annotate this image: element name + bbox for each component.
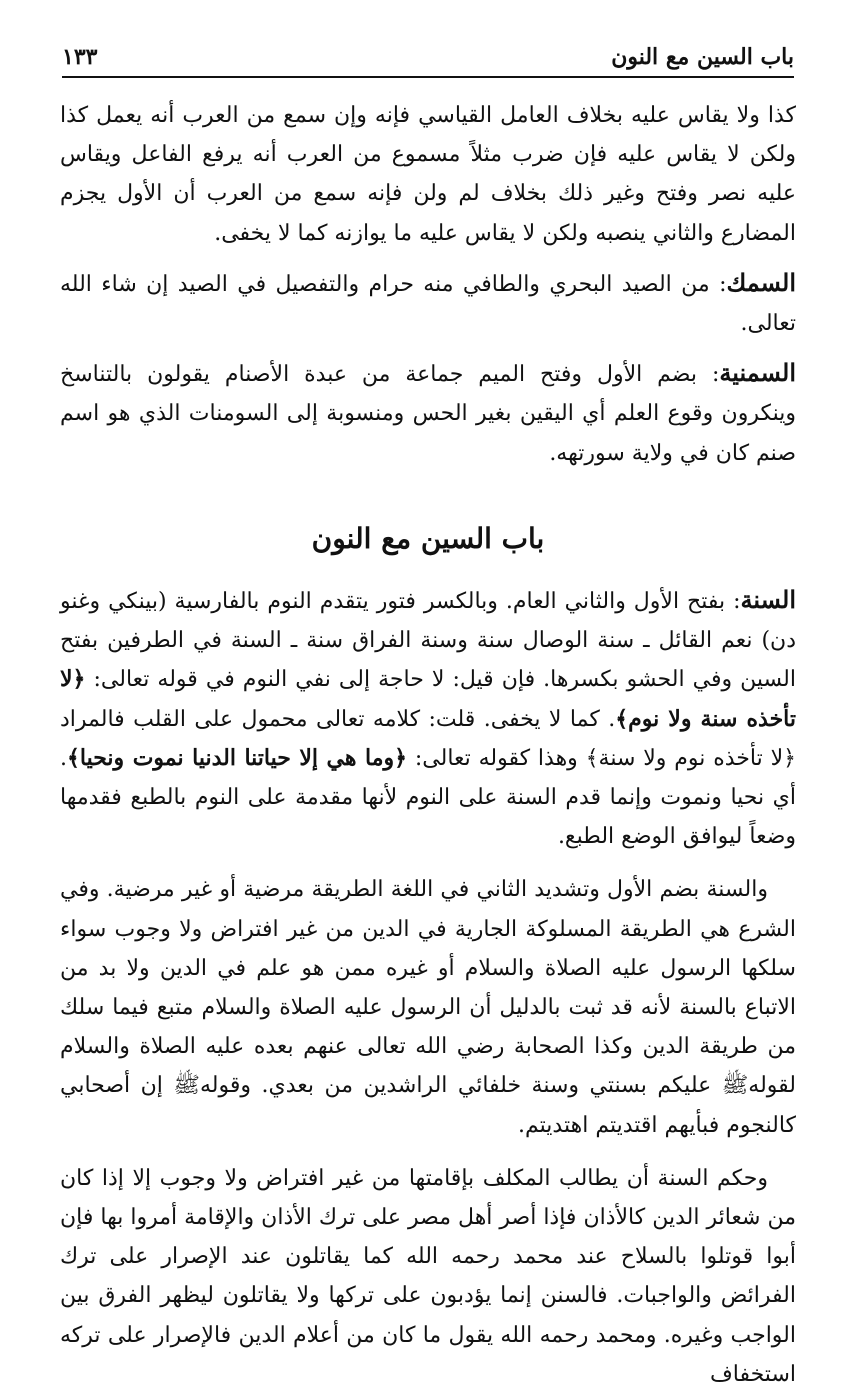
entry-text-part: : بفتح الأول والثاني العام. وبالكسر فتور يتقدم النوم بالفارسية (بينكي وغنو دن) نعم القائل ـ سنة الوصال سنة وسنة الفراق سنة ـ السنة في الطرفين بفتح السين وفي الحشو بكسرها. فإن قيل: لا حاجة إلى نفي النوم في قوله تعالى: <box>60 589 796 693</box>
entry-text-part: . كما لا يخفى. قلت: كلامه تعالى محمول على القلب فالمراد ﴿لا تأخذه نوم ولا سنة﴾ وهذا كقوله تعالى: <box>60 706 797 771</box>
chapter-title: باب السين مع النون <box>311 521 545 555</box>
entry-definition: : من الصيد البحري والطافي منه حرام والتفصيل في الصيد إن شاء الله تعالى. <box>60 271 796 337</box>
continuation-paragraph: كذا ولا يقاس عليه بخلاف العامل القياسي فإنه وإن سمع من العرب أنه يعمل كذا ولكن لا يقاس عليه فإن ضرب مثلاً مسموع من العرب أنه يرفع الفاعل ويقاس عليه نصر وفتح وغير ذلك بخلاف لم ولن فإنه سمع من العرب أن الأول يجزم المضارع والثاني ينصبه ولكن لا يقاس عليه ما يوازنه كما لا يخفى. <box>60 103 796 246</box>
quran-quote: ﴿وما هي إلا حياتنا الدنيا نموت ونحيا﴾ <box>67 744 408 771</box>
entry-text-part: . أي نحيا ونموت وإنما قدم السنة على النوم لأنها مقدمة على النوم بالطبع فقدمها وضعاً ليوافق الوضع الطبع. <box>60 745 796 850</box>
entry-term: السمنية <box>719 358 796 388</box>
quran-quote: ﴿لا تأخذه سنة ولا نوم﴾ <box>60 666 796 732</box>
running-title: باب السين مع النون <box>611 44 794 70</box>
entry-term: السنة <box>740 585 796 615</box>
entry-term: السمك <box>726 267 796 297</box>
page-body <box>60 96 796 1394</box>
entry-samak <box>60 263 796 343</box>
page-number: ١٣٣ <box>62 44 98 70</box>
body-paragraph: وحكم السنة أن يطالب المكلف بإقامتها من غير افتراض ولا وجوب إلا إذا كان من شعائر الدين كالأذان فإذا أصر أهل مصر على ترك الأذان والإقامة أمروا بها فإن أبوا قوتلوا بالسلاح عند محمد رحمه الله كما يقاتلون عند الإصرار على ترك الفرائض والواجبات. فالسنن إنما يؤدبون على تركها ولا يقاتلون ليظهر الفرق بين الواجب وغيره. ومحمد رحمه الله يقول ما كان من أعلام الدين فالإصرار على تركه استخفاف <box>60 1165 796 1387</box>
entry-sunna <box>60 580 796 856</box>
page-header <box>62 34 794 78</box>
entry-definition: : بضم الأول وفتح الميم جماعة من عبدة الأصنام يقولون بالتناسخ وينكرون وقوع العلم أي اليقين بغير الحس ومنسوبة إلى السومنات الذي هو اسم صنم كان في ولاية سورتهه. <box>60 362 796 466</box>
entry-sumaniyya <box>60 353 796 473</box>
body-paragraph: والسنة بضم الأول وتشديد الثاني في اللغة الطريقة مرضية أو غير مرضية. وفي الشرع هي الطريقة المسلوكة الجارية في الدين من غير افتراض ولا وجوب سواء سلكها الرسول عليه الصلاة والسلام أو غيره ممن هو علم في الدين ولا بد من الاتباع بالسنة لأنه قد ثبت بالدليل أن الرسول عليه الصلاة والسلام متبع فيما سلك من طريقة الدين وكذا الصحابة رضي الله تعالى عنهم بعده عليه الصلاة والسلام لقولهﷺ عليكم بسنتي وسنة خلفائي الراشدين من بعدي. وقولهﷺ إن أصحابي كالنجوم فبأيهم اقتديتم اهتديتم. <box>60 877 796 1138</box>
